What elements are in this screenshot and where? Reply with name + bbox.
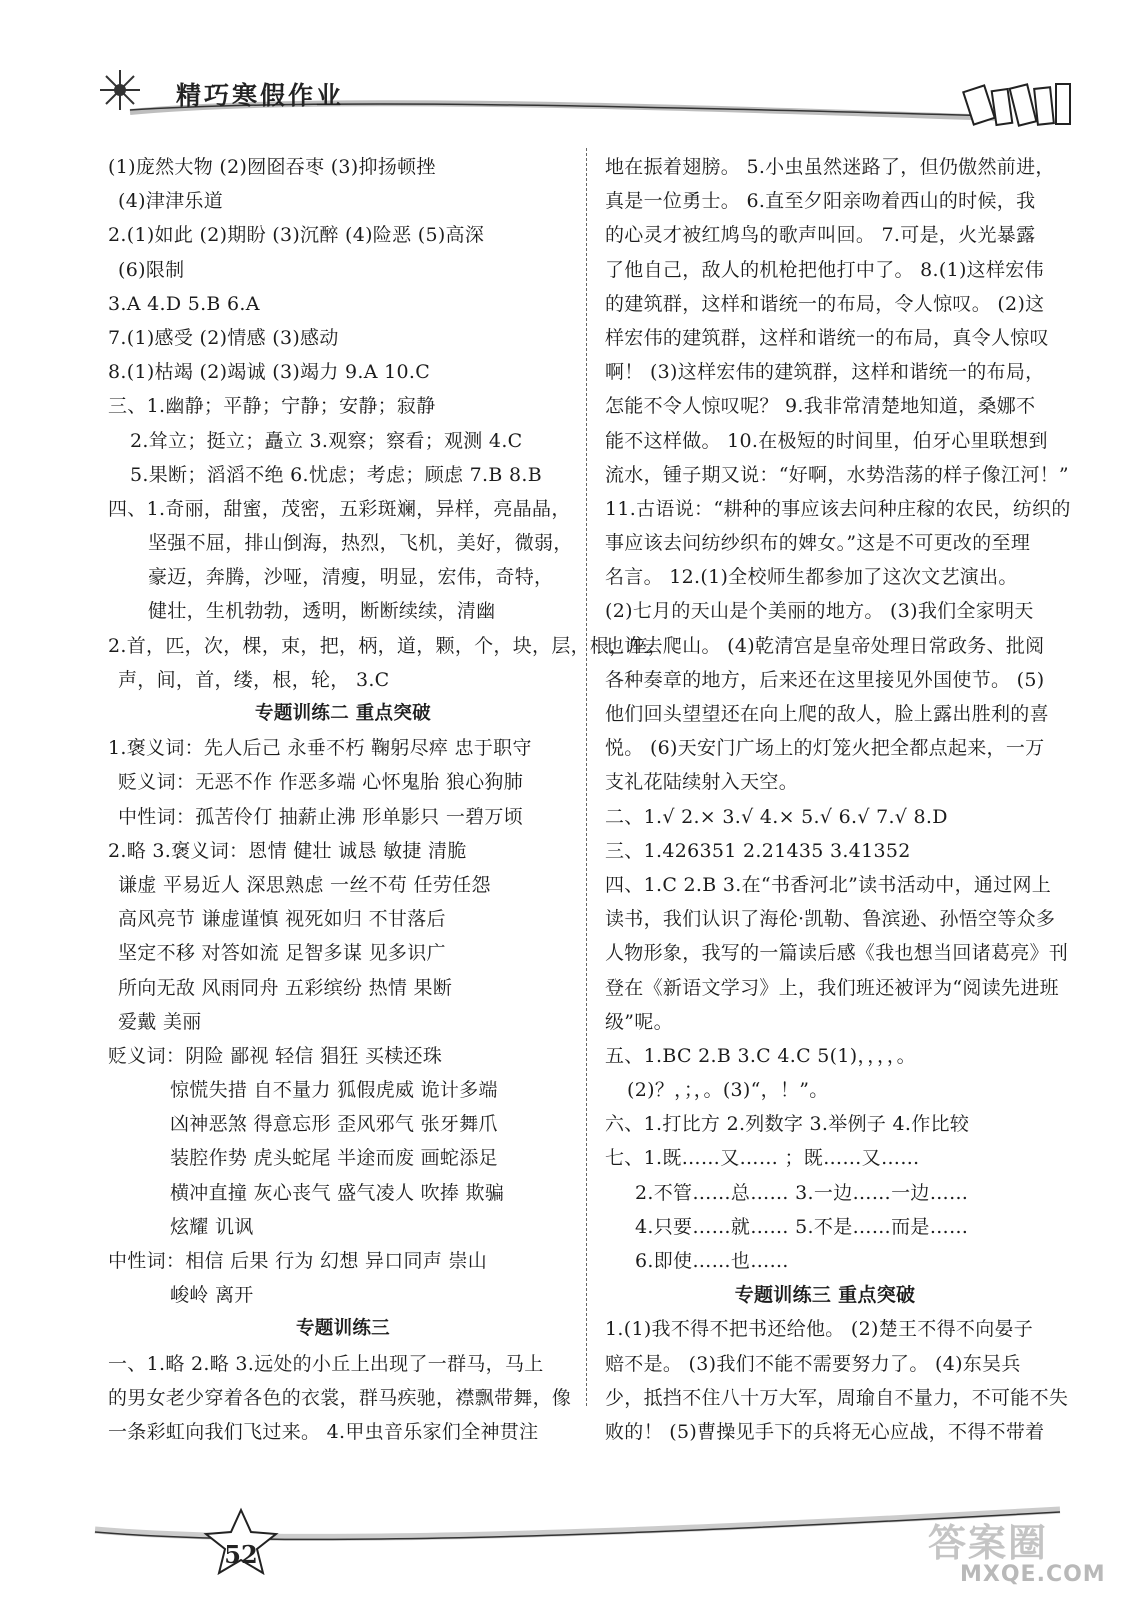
text-line: 他们回头望望还在向上爬的敌人，脸上露出胜利的喜: [605, 703, 1049, 725]
text-line: 读书，我们认识了海伦·凯勒、鲁滨逊、孙悟空等众多: [605, 908, 1056, 931]
text-line: (6)限制: [118, 258, 185, 281]
text-line: 声，间，首，缕，根，轮， 3.C: [118, 668, 390, 691]
text-line: 败的！ (5)曹操见手下的兵将无心应战，不得不带着: [605, 1420, 1045, 1443]
text-line: 真是一位勇士。 6.直至夕阳亲吻着西山的时候，我: [605, 190, 1036, 213]
text-line: 坚强不屈，排山倒海，热烈，飞机，美好，微弱，: [148, 532, 573, 555]
text-line: 六、1.打比方 2.列数字 3.举例子 4.作比较: [605, 1113, 970, 1136]
right-column: [605, 150, 1071, 1449]
text-line: 二、1.√ 2.× 3.√ 4.× 5.√ 6.√ 7.√ 8.D: [605, 805, 948, 828]
text-line: 凶神恶煞 得意忘形 歪风邪气 张牙舞爪: [170, 1113, 498, 1136]
text-line: 6.即使……也……: [635, 1250, 789, 1272]
text-line: 7.(1)感受 (2)情感 (3)感动: [108, 326, 339, 349]
text-line: 高风亮节 谦虚谨慎 视死如归 不甘落后: [118, 908, 446, 931]
text-line: (2)？，；，。(3)“，！”。: [627, 1079, 829, 1102]
text-line: 怎能不令人惊叹呢？ 9.我非常清楚地知道，桑娜不: [605, 395, 1036, 418]
text-line: 登在《新语文学习》上，我们班还被评为“阅读先进班: [605, 976, 1059, 999]
text-line: 悦。 (6)天安门广场上的灯笼火把全都点起来，一万: [605, 737, 1045, 760]
header-decoration: [0, 0, 1138, 150]
text-line: 2.略 3.褒义词：恩情 健壮 诚恳 敏捷 清脆: [108, 839, 467, 862]
text-line: 支礼花陆续射入天空。: [605, 771, 799, 794]
text-line: 赔不是。 (3)我们不能不需要努力了。 (4)东吴兵: [605, 1352, 1021, 1375]
text-line: 惊慌失措 自不量力 狐假虎威 诡计多端: [170, 1079, 498, 1102]
text-line: 啊！ (3)这样宏伟的建筑群，这样和谐统一的布局，: [605, 361, 1045, 384]
text-line: 贬义词：无恶不作 作恶多端 心怀鬼胎 狼心狗肺: [118, 771, 524, 794]
section-title: 专题训练三 重点突破: [734, 1284, 916, 1307]
text-line: 三、1.426351 2.21435 3.41352: [605, 839, 911, 862]
text-line: 中性词：相信 后果 行为 幻想 异口同声 崇山: [108, 1250, 488, 1272]
text-line: 流水，锺子期又说：“好啊，水势浩荡的样子像江河！”: [605, 463, 1069, 486]
text-line: 一条彩虹向我们飞过来。 4.甲虫音乐家们全神贯注: [108, 1420, 539, 1443]
text-line: 2.耸立；挺立；矗立 3.观察；察看；观测 4.C: [130, 429, 523, 452]
text-line: 贬义词：阴险 鄙视 轻信 猖狂 买椟还珠: [108, 1044, 443, 1067]
text-line: 名言。 12.(1)全校师生都参加了这次文艺演出。: [605, 566, 1018, 589]
section-title: 专题训练二 重点突破: [255, 703, 431, 724]
page-number: 52: [224, 1540, 258, 1569]
text-line: 豪迈，奔腾，沙哑，清瘦，明显，宏伟，奇特，: [148, 566, 554, 589]
text-line: (4)津津乐道: [118, 190, 224, 213]
text-line: (1)庞然大物 (2)囫囵吞枣 (3)抑扬顿挫: [108, 156, 436, 178]
text-line: 炫耀 讥讽: [170, 1215, 254, 1238]
text-line: 11.古语说：“耕种的事应该去问种庄稼的农民，纺织的: [605, 497, 1071, 520]
text-line: 样宏伟的建筑群，这样和谐统一的布局，真令人惊叹: [605, 326, 1049, 349]
text-line: 8.(1)枯竭 (2)竭诚 (3)竭力 9.A 10.C: [108, 361, 431, 384]
text-line: 横冲直撞 灰心丧气 盛气凌人 吹捧 欺骗: [170, 1181, 505, 1204]
text-line: 所向无敌 风雨同舟 五彩缤纷 热情 果断: [118, 976, 453, 999]
snowflake-icon: [100, 70, 140, 110]
text-line: 2.不管……总…… 3.一边……一边……: [635, 1181, 969, 1204]
text-line: 1.(1)我不得不把书还给他。 (2)楚王不得不向晏子: [605, 1318, 1034, 1341]
text-line: 中性词：孤苦伶仃 抽薪止沸 形单影只 一碧万顷: [118, 805, 524, 828]
section-title: 专题训练三: [295, 1318, 390, 1340]
text-line: 各种奏章的地方，后来还在这里接见外国使节。 (5): [605, 668, 1045, 691]
text-line: 的建筑群，这样和谐统一的布局，令人惊叹。 (2)这: [605, 292, 1045, 315]
text-line: 的心灵才被红鸠鸟的歌声叫回。 7.可是，火光暴露: [605, 224, 1036, 247]
text-line: (2)七月的天山是个美丽的地方。 (3)我们全家明天: [605, 600, 1034, 623]
text-line: 三、1.幽静；平静；宁静；安静；寂静: [108, 395, 436, 418]
text-line: 五、1.BC 2.B 3.C 4.C 5(1)，，，，。: [605, 1044, 916, 1067]
text-line: 3.A 4.D 5.B 6.A: [108, 292, 260, 315]
text-line: 地在振着翅膀。 5.小虫虽然迷路了，但仍傲然前进，: [605, 156, 1055, 178]
text-line: 峻岭 离开: [170, 1284, 254, 1307]
text-line: 4.只要……就…… 5.不是……而是……: [635, 1215, 969, 1238]
text-line: 2.(1)如此 (2)期盼 (3)沉醉 (4)险恶 (5)高深: [108, 224, 485, 247]
watermark-url: MXQE.COM: [960, 1562, 1106, 1587]
text-line: 健壮，生机勃勃，透明，断断续续，清幽: [148, 600, 496, 623]
text-line: 四、1.C 2.B 3.在“书香河北”读书活动中，通过网上: [605, 873, 1052, 896]
books-icon: [963, 84, 1070, 126]
text-line: 人物形象，我写的一篇读后感《我也想当回诸葛亮》刊: [605, 942, 1069, 965]
header-title: 精巧寒假作业: [176, 81, 345, 110]
text-line: 级”呢。: [605, 1010, 673, 1033]
text-line: 1.褒义词：先人后己 永垂不朽 鞠躬尽瘁 忠于职守: [108, 737, 532, 760]
text-line: 事应该去问纺纱织布的婢女。”这是不可更改的至理: [605, 532, 1031, 555]
text-line: 少，抵挡不住八十万大军，周瑜自不量力，不可能不失: [605, 1386, 1069, 1409]
text-line: 一、1.略 2.略 3.远处的小丘上出现了一群马，马上: [108, 1352, 544, 1375]
watermark-logo: 答案圈: [928, 1521, 1049, 1565]
page-header: [0, 0, 1138, 150]
text-line: 爱戴 美丽: [118, 1010, 202, 1033]
text-line: 装腔作势 虎头蛇尾 半途而废 画蛇添足: [170, 1147, 498, 1170]
text-line: 四、1.奇丽，甜蜜，茂密，五彩斑斓，异样，亮晶晶，: [108, 497, 571, 520]
text-line: 2.首，匹，次，棵，束，把，柄，道，颗，个，块，层，根，座，: [108, 634, 668, 657]
text-line: 5.果断；滔滔不绝 6.忧虑；考虑；顾虑 7.B 8.B: [130, 463, 542, 486]
text-line: 能不这样做。 10.在极短的时间里，伯牙心里联想到: [605, 429, 1048, 452]
text-line: 坚定不移 对答如流 足智多谋 见多识广: [118, 942, 446, 965]
text-line: 谦虚 平易近人 深思熟虑 一丝不苟 任劳任怨: [118, 873, 491, 896]
text-line: 的男女老少穿着各色的衣裳，群马疾驰，襟飘带舞，像: [108, 1386, 572, 1409]
text-line: 了他自己，敌人的机枪把他打中了。 8.(1)这样宏伟: [605, 258, 1044, 281]
text-line: 也许去爬山。 (4)乾清宫是皇帝处理日常政务、批阅: [605, 634, 1045, 657]
text-line: 七、1.既……又…… ；既……又……: [605, 1147, 920, 1170]
column-divider: [586, 148, 587, 1406]
